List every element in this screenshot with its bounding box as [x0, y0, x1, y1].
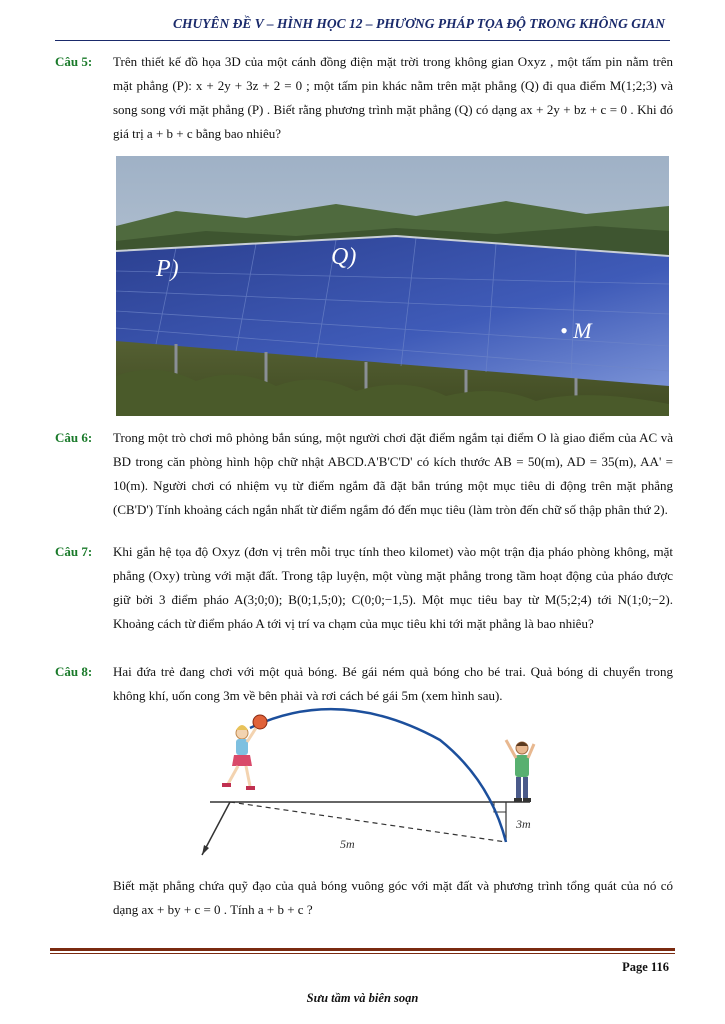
- ball-icon: [253, 715, 267, 729]
- question-label: Câu 6:: [55, 430, 93, 445]
- plane-p-label: P): [156, 256, 179, 282]
- page-number: Page 116: [622, 960, 669, 974]
- header-rule: [55, 40, 670, 41]
- question-label: Câu 7:: [55, 544, 93, 559]
- page-header: CHUYÊN ĐỀ V – HÌNH HỌC 12 – PHƯƠNG PHÁP TỌA ĐỘ TRONG KHÔNG GIAN: [173, 16, 665, 31]
- plane-q-label: Q): [331, 244, 357, 270]
- question-label: Câu 5:: [55, 54, 93, 69]
- question-label: Câu 8:: [55, 664, 93, 679]
- question-5: [55, 50, 673, 146]
- question-text: Khi gắn hệ tọa độ Oxyz (đơn vị trên mỗi trục tính theo kilomet) vào một trận địa pháo phòng không, mặt phẳng (Oxy) trùng với mặt đất. Trong tập luyện, một vùng mặt phẳng trong tầm hoạt động của pháo được giữ bởi 3 điểm pháo A(3;0;0); B(0;1,5;0); C(0;0;−1,5). Một mục tiêu bay từ M(5;2;4) tới N(1;0;−2). Khoảng cách từ điểm pháo A tới vị trí va chạm của mục tiêu khi tới mặt phẳng là bao nhiêu?: [113, 544, 673, 631]
- question-text: Biết mặt phẳng chứa quỹ đạo của quả bóng vuông góc với mặt đất và phương trình tổng quát của nó có dạng ax + by + c = 0 . Tính a + b + c ?: [113, 878, 673, 917]
- page-footer: Sưu tầm và biên soạn: [306, 991, 419, 1005]
- question-8-followup: [55, 874, 673, 922]
- distance-3m-label: 3m: [516, 817, 531, 831]
- solar-field-photo: [116, 156, 669, 416]
- footer-rule-thick: [50, 948, 675, 951]
- boy-figure-icon: [506, 740, 534, 802]
- question-text: Trên thiết kế đồ họa 3D của một cánh đồng điện mặt trời trong không gian Oxyz , một tấm pin nằm trên mặt phẳng (P): x + 2y + 3z + 2 = 0 ; một tấm pin khác nằm trên mặt phẳng (Q) đi qua điểm M(1;2;3) và song song với mặt phẳng (P) . Biết rằng phương trình mặt phẳng (Q) có dạng ax + 2y + bz + c = 0 . Khi đó giá trị a + b + c bằng bao nhiêu?: [113, 54, 673, 141]
- ball-trajectory-diagram: [190, 700, 550, 862]
- question-text: Trong một trò chơi mô phỏng bắn súng, một người chơi đặt điểm ngắm tại điểm O là giao điểm của AC và BD trong căn phòng hình hộp chữ nhật ABCD.A'B'C'D' có kích thước AB = 50(m), AD = 35(m), AA' = 10(m). Người chơi có nhiệm vụ từ điểm ngắm đã đặt bắn trúng một mục tiêu di động trên mặt phẳng (CB'D') Tính khoảng cách ngắn nhất từ điểm ngắm đó đến mục tiêu (làm tròn đến chữ số thập phân thứ 2).: [113, 430, 673, 517]
- point-m-label: • M: [560, 318, 592, 343]
- girl-figure-icon: [222, 725, 256, 790]
- footer-rule-thin: [50, 953, 675, 954]
- distance-5m-label: 5m: [340, 837, 355, 851]
- question-7: [55, 540, 673, 636]
- question-text: Hai đứa trẻ đang chơi với một quả bóng. Bé gái ném quả bóng cho bé trai. Quả bóng di chuyển trong không khí, uốn cong 3m về bên phải và rơi cách bé gái 5m (xem hình sau).: [113, 664, 673, 703]
- question-6: [55, 426, 673, 522]
